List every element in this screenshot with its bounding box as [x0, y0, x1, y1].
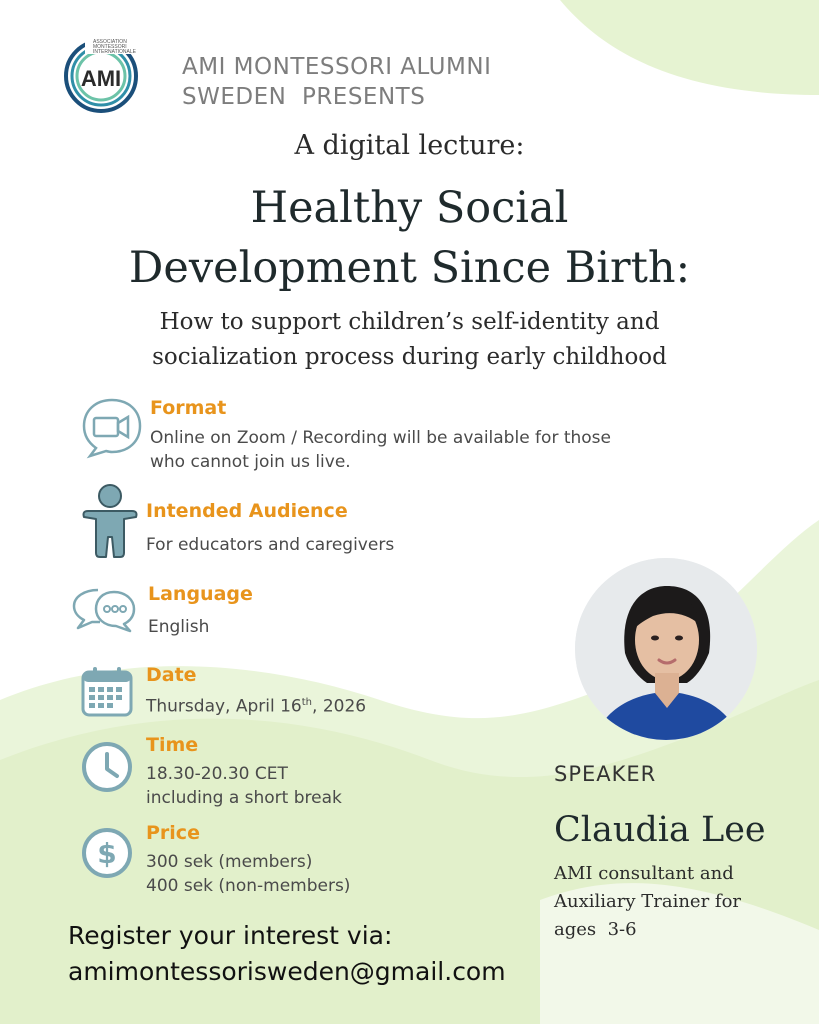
title-line-2: Development Since Birth:: [128, 243, 691, 293]
speaker-tag: SPEAKER: [554, 762, 657, 786]
ami-logo: [63, 36, 149, 114]
presents-heading: [182, 52, 491, 112]
language-text: English: [148, 617, 210, 637]
title-line-1: Healthy Social: [250, 183, 569, 233]
audience-text: For educators and caregivers: [146, 535, 395, 555]
logo-text: AMI: [80, 66, 122, 91]
speaker-name: Claudia Lee: [554, 810, 766, 850]
video-camera-icon: [80, 396, 144, 460]
time-label: Time: [146, 734, 199, 756]
svg-text:$: $: [97, 837, 117, 870]
register-text: Register your interest via:: [68, 921, 393, 950]
register-email[interactable]: amimontessorisweden@gmail.com: [68, 957, 506, 986]
presents-line-2: SWEDEN PRESENTS: [182, 84, 426, 110]
lecture-title: [0, 178, 819, 298]
date-main: Thursday, April 16: [146, 696, 302, 717]
format-line-1: Online on Zoom / Recording will be available for those: [150, 428, 611, 448]
subtitle-line-2: socialization process during early childhood: [152, 344, 667, 370]
time-text: [146, 762, 342, 810]
format-line-2: who cannot join us live.: [150, 452, 351, 472]
date-year: , 2026: [312, 696, 367, 717]
time-line-1: 18.30-20.30 CET: [146, 764, 288, 784]
speaker-desc-line-1: AMI consultant and: [554, 863, 734, 884]
date-label: Date: [146, 664, 197, 686]
speaker-desc-line-3: ages 3-6: [554, 919, 637, 940]
register-section: [68, 918, 506, 990]
presents-line-1: AMI MONTESSORI ALUMNI: [182, 54, 492, 80]
person-icon: [80, 483, 140, 559]
format-text: [150, 426, 611, 474]
calendar-icon: [80, 664, 134, 718]
svg-text:MONTESSORI: MONTESSORI: [93, 44, 127, 50]
clock-icon: [80, 740, 134, 794]
language-label: Language: [148, 583, 253, 605]
lecture-subtitle: [0, 305, 819, 375]
date-ordinal: th: [301, 697, 313, 708]
lecture-label: A digital lecture:: [294, 130, 525, 161]
speaker-desc-line-2: Auxiliary Trainer for: [554, 891, 742, 912]
subtitle-line-1: How to support children’s self-identity and: [159, 309, 660, 335]
date-text: [146, 691, 366, 719]
speaker-description: [554, 860, 794, 944]
speech-bubbles-icon: [70, 584, 138, 634]
price-line-2: 400 sek (non-members): [146, 876, 351, 896]
svg-text:INTERNATIONALE: INTERNATIONALE: [93, 49, 136, 55]
time-line-2: including a short break: [146, 788, 342, 808]
price-label: Price: [146, 822, 200, 844]
audience-label: Intended Audience: [146, 500, 348, 522]
price-line-1: 300 sek (members): [146, 852, 313, 872]
speaker-photo: [575, 558, 757, 740]
price-text: [146, 850, 350, 898]
format-label: Format: [150, 397, 227, 419]
dollar-icon: [80, 826, 134, 880]
svg-text:ASSOCIATION: ASSOCIATION: [93, 39, 127, 45]
